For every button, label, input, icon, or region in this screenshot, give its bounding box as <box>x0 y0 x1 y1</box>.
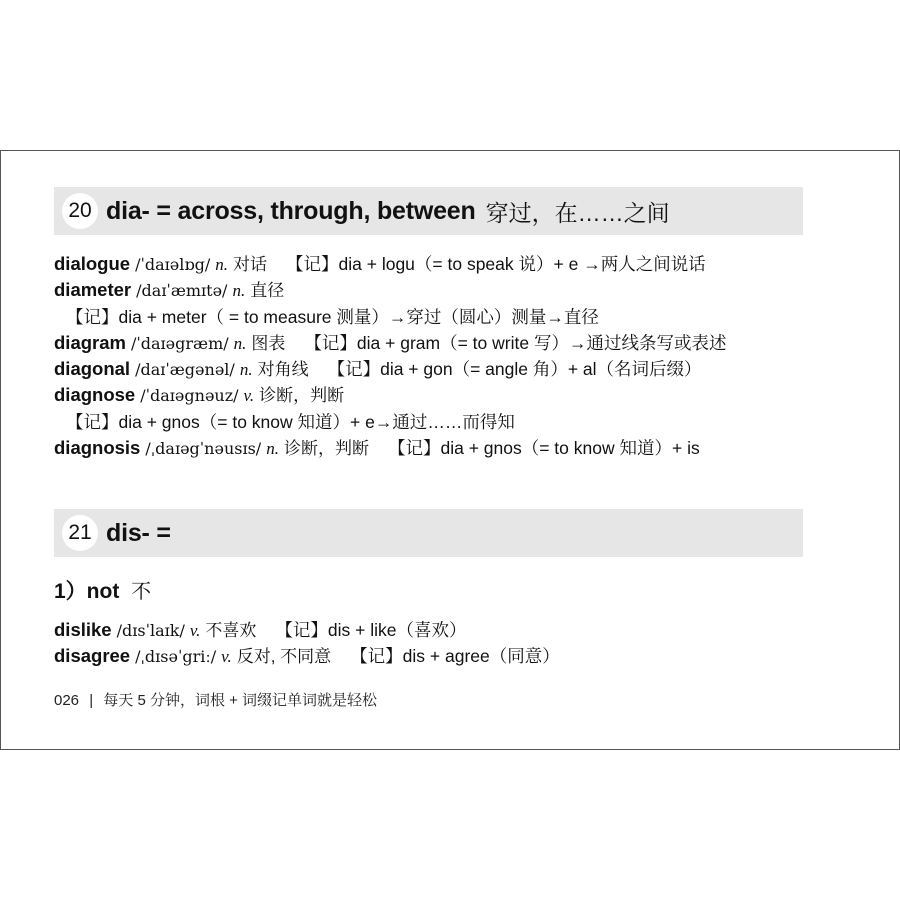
memory-tip: 【记】dia + gon（= angle 角）+ al（名词后缀） <box>327 359 702 380</box>
page-footer <box>54 689 377 710</box>
phonetic: /daɪˈægənəl/ <box>135 360 235 380</box>
meaning: 对角线 <box>257 360 309 380</box>
part-of-speech: v. <box>243 386 255 406</box>
memory-tip: 【记】dia + meter（ = to measure 测量）→穿过（圆心）测量→直径 <box>66 306 599 327</box>
section-20-header <box>54 187 803 235</box>
memory-tip: 【记】dis + like（喜欢） <box>275 620 467 640</box>
part-of-speech: n. <box>239 360 253 380</box>
entry-diagnosis <box>54 435 814 461</box>
part-of-speech: n. <box>215 255 228 274</box>
part-of-speech: n. <box>233 333 247 353</box>
headword: diagram <box>54 331 126 353</box>
headword: diagonal <box>54 358 131 380</box>
entry-diagonal <box>54 356 814 382</box>
phonetic: /ˌdaɪəgˈnəusɪs/ <box>145 439 262 459</box>
section-number-badge: 21 <box>62 515 98 551</box>
headword: diagnose <box>54 384 136 406</box>
headword: diameter <box>54 279 132 301</box>
part-of-speech: v. <box>221 647 232 667</box>
memory-tip: 【记】dia + logu（= to speak 说）+ e →两人之间说话 <box>286 254 706 274</box>
meaning: 反对, 不同意 <box>236 647 332 667</box>
phonetic: /daɪˈæmɪtə/ <box>136 281 228 301</box>
entry-dialogue <box>54 251 814 277</box>
section-title-cn: 穿过，在……之间 <box>485 199 670 226</box>
subheading <box>54 575 151 605</box>
memory-tip: 【记】dia + gnos（= to know 知道）+ e→通过……而得知 <box>66 411 515 432</box>
footer-divider: | <box>89 692 94 709</box>
book-page <box>0 150 900 750</box>
part-of-speech: n. <box>266 439 279 459</box>
meaning: 图表 <box>251 333 286 353</box>
page-number: 026 <box>54 692 80 709</box>
phonetic: /dɪsˈlaɪk/ <box>116 621 185 640</box>
memory-tip: 【记】dia + gnos（= to know 知道）+ is <box>387 438 700 459</box>
meaning: 诊断，判断 <box>259 386 345 406</box>
headword: disagree <box>54 645 131 667</box>
headword: dislike <box>54 619 112 640</box>
entry-diagram <box>54 330 814 356</box>
entry-dislike <box>54 617 814 643</box>
book-title: 每天 5 分钟，词根 + 词缀记单词就是轻松 <box>103 692 378 709</box>
entry-diagnose-memo <box>54 409 814 435</box>
phonetic: /ˈdaɪəlɒg/ <box>135 255 211 274</box>
section-21-header <box>54 509 803 557</box>
part-of-speech: v. <box>189 621 201 640</box>
meaning: 直径 <box>250 281 285 301</box>
headword: dialogue <box>54 253 131 274</box>
memory-tip: 【记】dis + agree（同意） <box>350 646 560 667</box>
subheading-label: 1）not <box>54 580 120 603</box>
section-title: dis- = <box>106 518 171 547</box>
phonetic: /ˈdaɪəgnəuz/ <box>140 386 239 406</box>
entry-list-21 <box>54 617 814 670</box>
part-of-speech: n. <box>232 281 246 301</box>
entry-disagree <box>54 643 814 669</box>
entry-list-20 <box>54 251 814 461</box>
phonetic: /ˈdaɪəgræm/ <box>130 333 229 353</box>
phonetic: /ˌdɪsəˈgriː/ <box>135 647 217 667</box>
meaning: 不喜欢 <box>205 621 257 640</box>
entry-diameter <box>54 277 814 303</box>
section-number-badge: 20 <box>62 193 98 229</box>
headword: diagnosis <box>54 437 141 459</box>
meaning: 诊断，判断 <box>283 439 369 459</box>
memory-tip: 【记】dia + gram（= to write 写）→通过线条写或表述 <box>304 332 727 353</box>
entry-diameter-memo <box>54 304 814 330</box>
meaning: 对话 <box>233 255 268 274</box>
entry-diagnose <box>54 382 814 408</box>
section-title: dia- = across, through, between <box>106 196 476 225</box>
subheading-cn: 不 <box>131 581 152 603</box>
